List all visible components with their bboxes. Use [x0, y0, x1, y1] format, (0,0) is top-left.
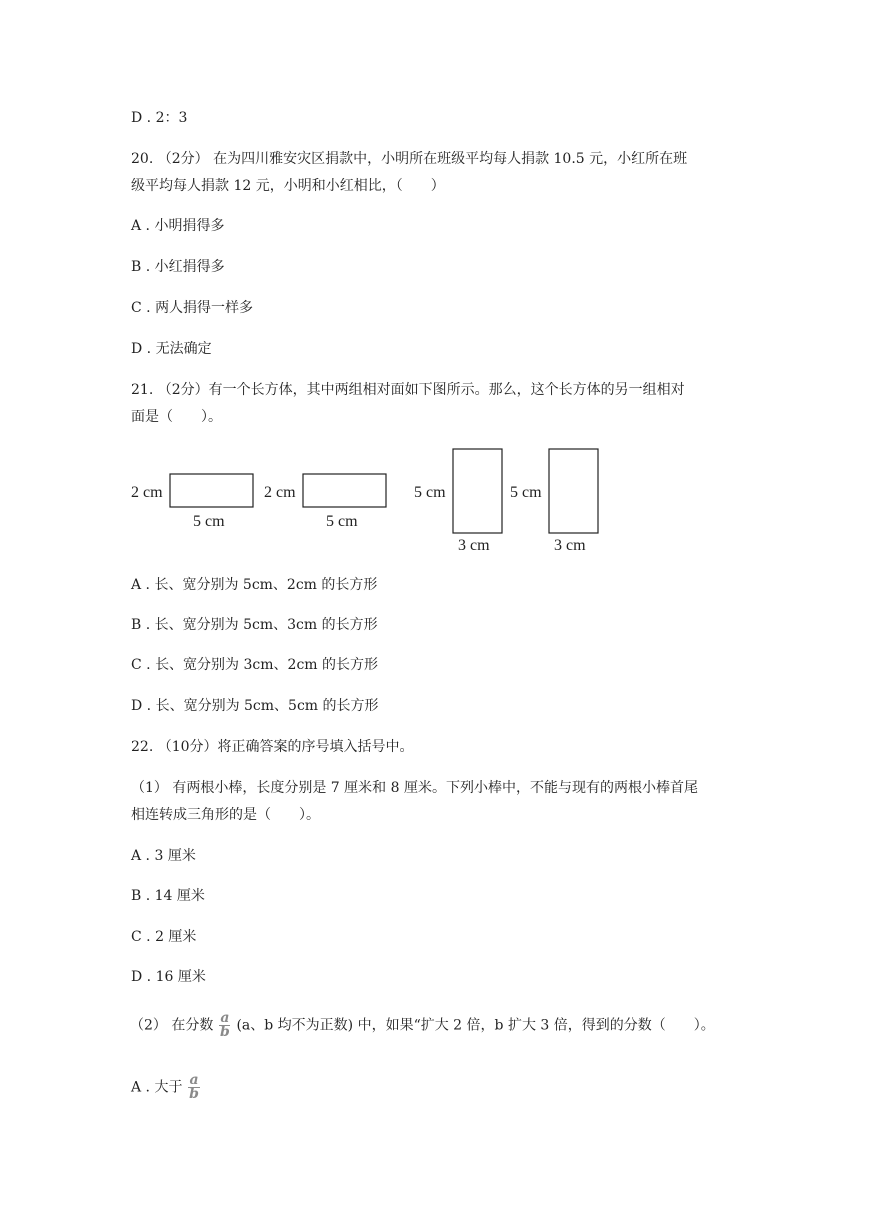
rect4-width-label: 3 cm [554, 537, 586, 554]
q22-title: 22. （10分）将正确答案的序号填入括号中。 [131, 739, 414, 755]
rect-5x3-second [549, 449, 598, 533]
q22-sub1-option-d: D . 16 厘米 [131, 969, 206, 985]
q21-option-b: B . 长、宽分别为 5cm、3cm 的长方形 [131, 617, 378, 633]
q22-sub2-before: （2） 在分数 [130, 1017, 214, 1034]
q22-sub2-after: (a、b 均不为正数) 中，如果“扩大 2 倍，b 扩大 3 倍，得到的分数（ ）。 [236, 1017, 715, 1034]
rect2-width-label: 5 cm [326, 513, 358, 530]
rect3-height-label: 5 cm [414, 484, 446, 501]
option-a-fraction-numerator: a [189, 1072, 199, 1088]
rect2-height-label: 2 cm [264, 484, 296, 501]
q22-sub1-line2: 相连转成三角形的是（ ）。 [131, 807, 320, 823]
rect-2x5-first [170, 474, 253, 507]
rect3-width-label: 3 cm [458, 537, 490, 554]
q20-option-d: D . 无法确定 [131, 341, 212, 357]
q22-sub1-option-a: A . 3 厘米 [131, 848, 196, 864]
q21-option-d: D . 长、宽分别为 5cm、5cm 的长方形 [131, 698, 379, 714]
q21-option-a: A . 长、宽分别为 5cm、2cm 的长方形 [131, 577, 378, 593]
q22-sub2-option-a [131, 1074, 206, 1101]
q20-option-b: B . 小红捐得多 [131, 259, 225, 275]
q19-option-d: D . 2：3 [131, 110, 188, 126]
q22-sub2-option-a-label: A . 大于 [131, 1079, 183, 1096]
q22-sub2-stem [130, 1012, 715, 1039]
q21-stem-line1: 21. （2分）有一个长方体，其中两组相对面如下图所示。那么，这个长方体的另一组相对 [131, 382, 685, 398]
q20-option-c: C . 两人捐得一样多 [131, 300, 254, 316]
rect1-height-label: 2 cm [131, 484, 163, 501]
q21-option-c: C . 长、宽分别为 3cm、2cm 的长方形 [131, 657, 379, 673]
fraction-a-over-b [219, 1012, 230, 1039]
q22-sub1-option-b: B . 14 厘米 [131, 888, 205, 904]
rect-5x3-first [453, 449, 502, 533]
q20-option-a: A . 小明捐得多 [131, 218, 225, 234]
option-a-fraction [188, 1074, 199, 1101]
fraction-denominator: b [220, 1024, 230, 1040]
q22-sub1-line1: （1） 有两根小棒，长度分别是 7 厘米和 8 厘米。下列小棒中，不能与现有的两根小棒首尾 [131, 780, 698, 796]
rect4-height-label: 5 cm [510, 484, 542, 501]
option-a-fraction-denominator: b [189, 1086, 199, 1102]
q22-sub1-option-c: C . 2 厘米 [131, 929, 197, 945]
q20-stem-line2: 级平均每人捐款 12 元，小明和小红相比，（ ） [131, 178, 445, 194]
q21-stem-line2: 面是（ ）。 [131, 409, 222, 425]
fraction-numerator: a [220, 1010, 230, 1026]
rect-2x5-second [303, 474, 386, 507]
rect1-width-label: 5 cm [193, 513, 225, 530]
q20-stem-line1: 20. （2分） 在为四川雅安灾区捐款中，小明所在班级平均每人捐款 10.5 元，小红所在班 [131, 151, 688, 167]
q21-rectangles-figure [128, 444, 608, 563]
